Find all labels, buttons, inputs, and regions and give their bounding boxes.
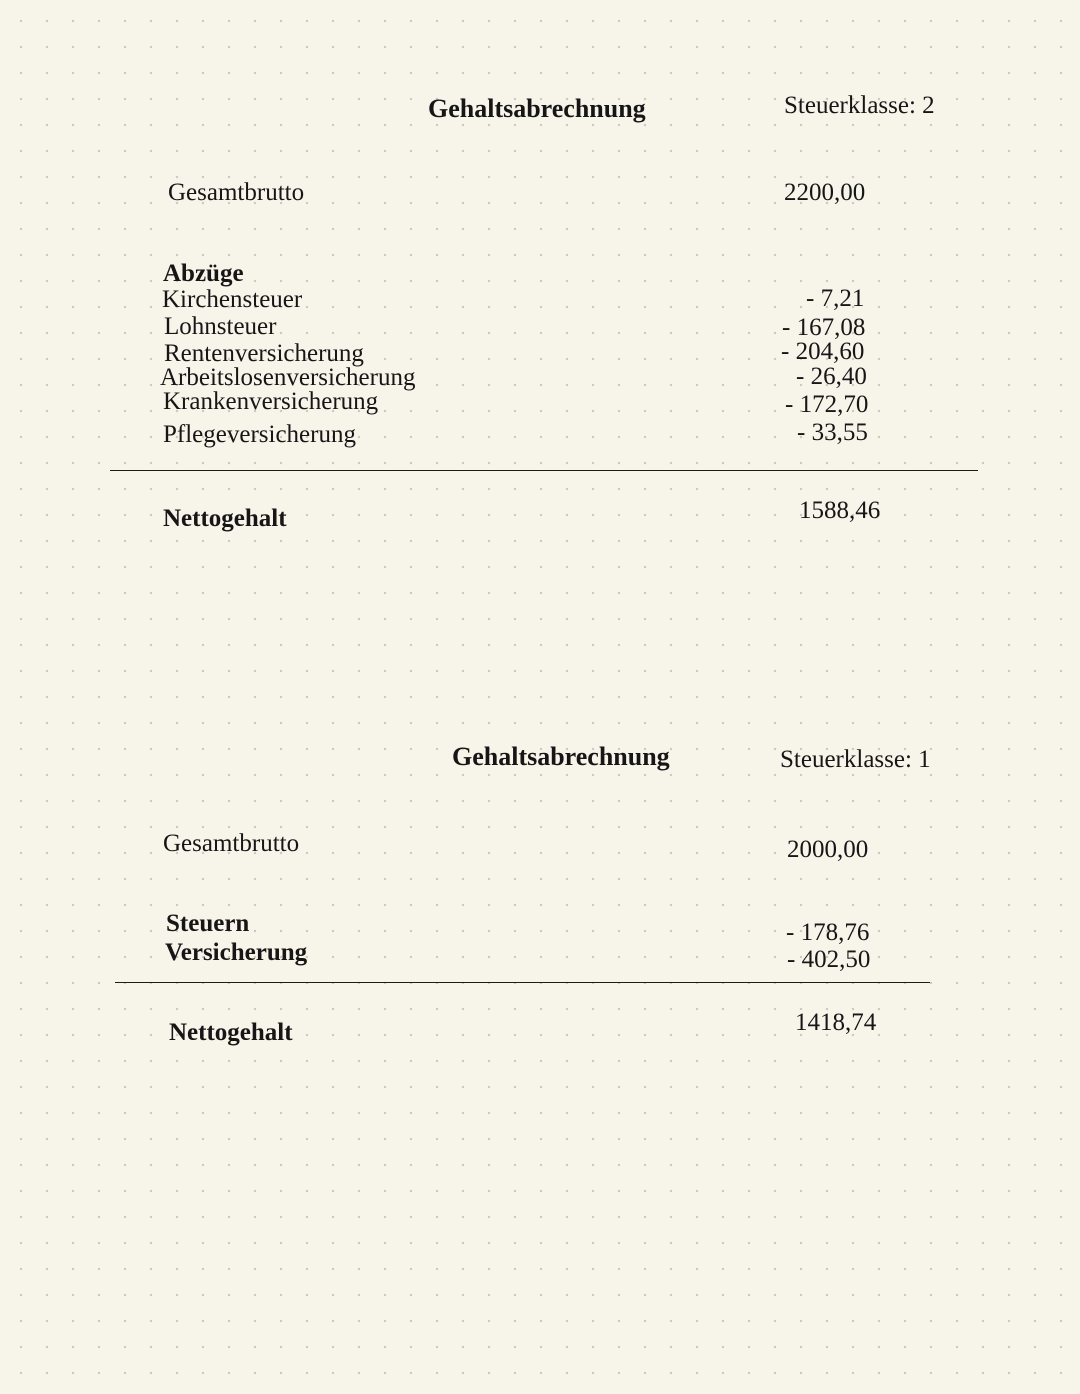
- gross-label: Gesamtbrutto: [163, 830, 300, 857]
- deduction-value: - 172,70: [785, 391, 869, 418]
- net-salary-label: Nettogehalt: [163, 505, 287, 532]
- tax-class: Steuerklasse: 1: [780, 746, 931, 773]
- deduction-value: - 33,55: [797, 419, 868, 446]
- divider-line: [115, 982, 930, 983]
- deduction-label: Lohnsteuer: [164, 313, 277, 340]
- gross-value: 2200,00: [784, 179, 866, 206]
- gross-value: 2000,00: [787, 836, 869, 863]
- net-salary-value: 1588,46: [799, 497, 881, 524]
- gross-label: Gesamtbrutto: [168, 179, 305, 206]
- deduction-value: - 7,21: [806, 285, 865, 312]
- deduction-value: - 26,40: [796, 363, 867, 390]
- deduction-value: - 178,76: [786, 919, 870, 946]
- net-salary-label: Nettogehalt: [169, 1019, 293, 1046]
- statement-title: Gehaltsabrechnung: [452, 742, 670, 771]
- deduction-label: Arbeitslosenversicherung: [160, 364, 416, 391]
- deduction-label: Steuern: [166, 910, 250, 937]
- tax-class: Steuerklasse: 2: [784, 92, 935, 119]
- deduction-value: - 167,08: [782, 314, 866, 341]
- deduction-label: Rentenversicherung: [164, 340, 364, 367]
- deduction-label: Versicherung: [165, 939, 308, 966]
- deductions-header: Abzüge: [163, 260, 244, 287]
- deduction-label: Kirchensteuer: [162, 286, 303, 313]
- deduction-label: Krankenversicherung: [163, 388, 379, 415]
- net-salary-value: 1418,74: [795, 1009, 877, 1036]
- deduction-label: Pflegeversicherung: [163, 421, 356, 448]
- statement-title: Gehaltsabrechnung: [428, 94, 646, 123]
- deduction-value: - 204,60: [781, 338, 865, 365]
- deduction-value: - 402,50: [787, 946, 871, 973]
- divider-line: [110, 470, 978, 471]
